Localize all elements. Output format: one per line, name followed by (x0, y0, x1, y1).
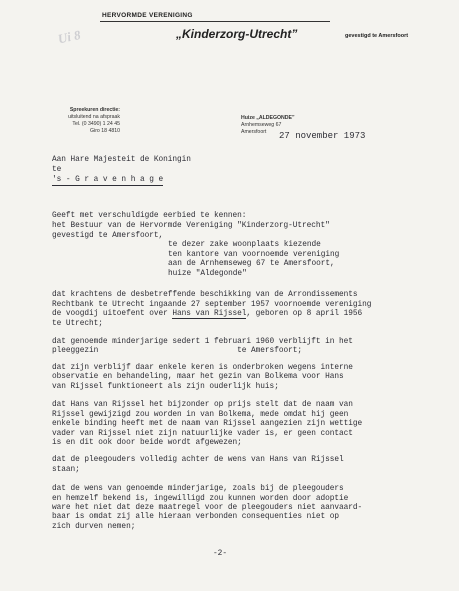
body-line: Geeft met verschuldigde eerbied te kennen: (52, 212, 247, 220)
office-hours-line: Tel. (0 3490) 1 24 45 (72, 121, 120, 127)
body-line: gevestigd te Amersfoort, (52, 232, 164, 240)
body-line: te Utrecht; (52, 320, 103, 328)
body-line: Aan Hare Majesteit de Koningin (52, 156, 191, 164)
body-line: dat krachtens de desbetreffende beschikking van de Arrondissements (52, 291, 358, 299)
letterhead-rule (100, 21, 330, 22)
body-line: huize "Aldegonde" (168, 270, 247, 278)
body-line: van Rijssel funktioneert als zijn ouderlijk huis; (52, 383, 279, 391)
letter-date: 27 november 1973 (279, 131, 366, 141)
body-line: dat zijn verblijf daar enkele keren is onderbroken wegens interne (52, 364, 353, 372)
body-line: Rechtbank te Utrecht ingaande 27 september 1957 voornoemde vereniging (52, 301, 372, 309)
body-line: het Bestuur van de Hervormde Vereniging "Kinderzorg-Utrecht" (52, 222, 330, 230)
letterhead-organization: HERVORMDE VERENIGING (102, 12, 193, 19)
body-line: de voogdij uitoefent over Hans van Rijssel, geboren op 8 april 1956 (52, 310, 363, 318)
office-hours-line: uitsluitend na afspraak (68, 114, 120, 120)
faint-stamp-mark: Ui 8 (56, 27, 82, 47)
body-line: 's - G r a v e n h a g e (52, 176, 164, 184)
address-line: Amersfoort (241, 129, 267, 135)
body-line: ten kantore van voornoemde vereniging (168, 251, 340, 259)
address-line: Arnhemseweg 67 (241, 122, 282, 128)
letterhead-name: „Kinderzorg-Utrecht” (176, 27, 298, 41)
body-line: pleeggezin te Amersfoort; (52, 347, 302, 355)
body-line: dat de wens van genoemde minderjarige, zoals bij de pleegouders (52, 485, 344, 493)
body-line: is en dit ook door beide wordt afgewezen; (52, 439, 242, 447)
body-line: staan; (52, 466, 80, 474)
underlined-name: Hans van Rijssel (172, 310, 247, 318)
body-line: aan de Arnhemseweg 67 te Amersfoort, (168, 260, 335, 268)
body-line: ware het niet dat deze maatregel voor de pleegouders niet aanvaard- (52, 504, 363, 512)
body-line: dat Hans van Rijssel het bijzonder op prijs stelt dat de naam van (52, 401, 353, 409)
body-line: dat de pleegouders volledig achter de wens van Hans van Rijssel (52, 456, 344, 464)
letterhead-seat: gevestigd te Amersfoort (345, 33, 409, 39)
body-line: enkele binding heeft met de naam van Rijssel aangezien zijn wettige (52, 420, 363, 428)
body-line: vader van Rijssel niet zijn natuurlijke vader is, er geen contact (52, 430, 353, 438)
body-line: en hemzelf bekend is, ingewilligd zou kunnen worden door adoptie (52, 495, 349, 503)
body-line: te dezer zake woonplaats kiezende (168, 241, 321, 249)
office-hours-block (62, 107, 120, 135)
address-line: Huize „ALDEGONDE” (241, 115, 295, 121)
body-line: baar is omdat zij alle hieraan verbonden consequenties niet op (52, 513, 339, 521)
body-line: te (52, 166, 62, 174)
office-hours-line: Spreekuren directie: (69, 107, 120, 113)
body-line: dat genoemde minderjarige sedert 1 februari 1960 verblijft in het (52, 338, 353, 346)
page-number: -2- (213, 550, 228, 558)
body-line: zich durven nemen; (52, 523, 136, 531)
body-line: Rijssel gewijzigd zou worden in van Bolkema, mede omdat hij geen (52, 411, 349, 419)
office-hours-line: Giro 18 4810 (90, 128, 120, 134)
body-line: observatie en behandeling, maar het gezin van Bolkema voor Hans (52, 373, 344, 381)
